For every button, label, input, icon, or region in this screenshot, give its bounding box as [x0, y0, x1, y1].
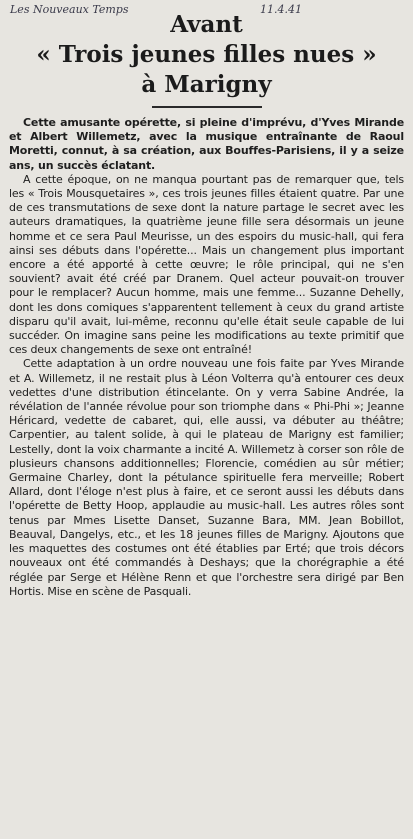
handwritten-date: 11.4.41: [260, 3, 302, 16]
headline-line-3: à Marigny: [141, 71, 272, 98]
handwritten-annotation: [10, 1, 410, 19]
headline-line-2: « Trois jeunes filles nues »: [36, 41, 377, 68]
headline: [9, 10, 404, 100]
headline-divider: [152, 106, 262, 108]
article-body: [9, 116, 404, 599]
article-paragraph-1: Cette amusante opérette, si pleine d'imprévu, d'Yves Mirande et Albert Willemetz, avec la musique entraînante de Raoul Moretti, connut, à sa création, aux Bouffes-Parisiens, il y a seize ans, un succès éclatant.: [9, 116, 404, 172]
headline-line-1: Avant: [170, 11, 243, 38]
handwritten-publication-name: Les Nouveaux Temps: [10, 3, 129, 16]
article-paragraph-2: A cette époque, on ne manqua pourtant pas de remarquer que, tels les « Trois Mousquetaires », ces trois jeunes filles étaient quatre. Par une de ces transmutations de sexe dont la nature partage le secret avec les auteurs dramatiques, la quatrième jeune fille sera désormais un jeune homme et ce sera Paul Meurisse, un des espoirs du music-hall, qui fera ainsi ses débuts dans l'opérette... Mais un changement plus important encore a été apporté à cette œuvre; le rôle principal, qui ne s'en souvient? avait été créé par Dranem. Quel acteur pouvait-on trouver pour le remplacer? Aucun homme, mais une femme... Suzanne Dehelly, dont les dons comiques s'apparentent tellement à ceux du grand artiste disparu qu'il avait, lui-même, reconnu qu'elle était seule capable de lui succéder. On imagine sans peine les modifications au texte primitif que ces deux changements de sexe ont entraîné!: [9, 172, 404, 357]
article-paragraph-3: Cette adaptation à un ordre nouveau une fois faite par Yves Mirande et A. Willemetz, il ne restait plus à Léon Volterra qu'à entourer ces deux vedettes d'une distribution étincelante. On y verra Sabine Andrée, la révélation de l'année révolue pour son triomphe dans « Phi-Phi »; Jeanne Héricard, vedette de cabaret, qui, elle aussi, va débuter au théâtre; Carpentier, au talent solide, à qui le plateau de Marigny est familier; Lestelly, dont la voix charmante a incité A. Willemetz à corser son rôle de plusieurs chansons additionnelles; Florencie, comédien au sûr métier; Germaine Charley, dont la pétulance spirituelle fera merveille; Robert Allard, dont l'éloge n'est plus à faire, et ce seront aussi les débuts dans l'opérette de Betty Hoop, applaudie au music-hall. Les autres rôles sont tenus par Mmes Lisette Danset, Suzanne Bara, MM. Jean Bobillot, Beauval, Dangelys, etc., et les 18 jeunes filles de Marigny. Ajoutons que les maquettes des costumes ont été établies par Erté; que trois décors nouveaux ont été commandés à Deshays; que la chorégraphie a été réglée par Serge et Hélène Renn et que l'orchestre sera dirigé par Ben Hortis. Mise en scène de Pasquali.: [9, 357, 404, 598]
